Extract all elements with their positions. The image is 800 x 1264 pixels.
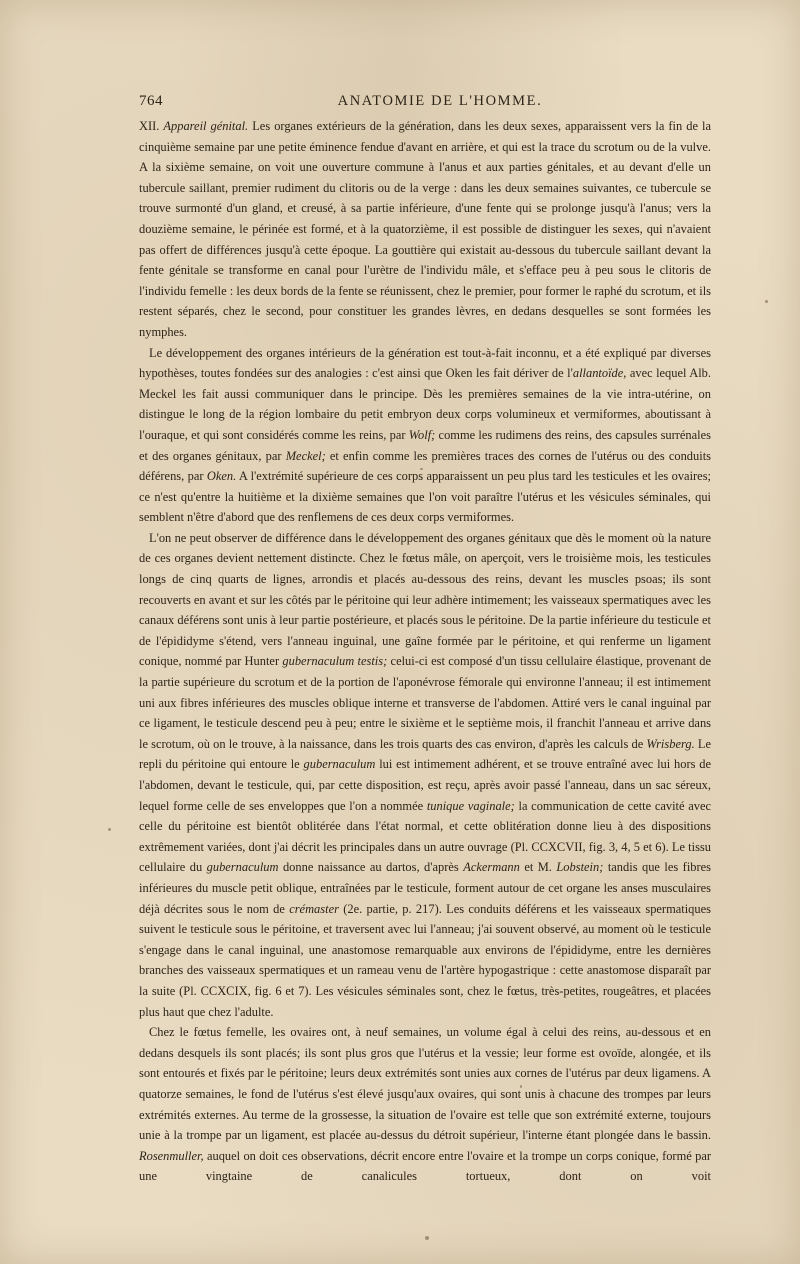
text-run: Les organes extérieurs de la génération, dans les deux sexes, apparaissent vers la fin de la cinquième semaine par une petite éminence fendue d'avant en arrière, et qui est la trace du scrotum ou de la vulve. A la sixième semaine, on voit une ouverture commune à l'anus et aux parties génitales, et au devant d'elle un tubercule saillant, premier rudiment du clitoris ou de la verge : dans les deux semaines suivantes, ce tubercule se trouve surmonté d'un gland, et creusé, à sa partie inférieure, d'une fente qui se prolonge jusqu'à l'anus; vers la douzième semaine, le périnée est formé, et à la quatorzième, il est possible de distinguer les sexes, qui n'avaient pas offert de différences jusqu'à cette époque. La gouttière qui existait au-dessous du tubercule saillant devant la fente génitale se transforme en canal pour l'urètre de l'individu mâle, et s'efface peu à peu sous le clitoris de l'individu femelle : les deux bords de la fente se réunissent, chez le premier, pour former le raphé du scrotum, et ils restent séparés, chez le second, pour constituer les grandes lèvres, en dedans desquelles se sont formées les nymphes. (139, 119, 711, 339)
italic-text: allantoïde (572, 366, 624, 381)
text-run: celui-ci est composé d'un tissu cellulaire élastique, provenant de la partie supérieure du scrotum et de la portion de l'aponévrose fémorale qui environne l'anneau; il est intimement uni aux fibres inférieures des muscles oblique interne et transverse de l'abdomen. Attiré vers le canal inguinal par ce ligament, le testicule descend peu à peu; entre le sixième et le septième mois, il franchit l'anneau et arrive dans le scrotum, où on le trouve, à la naissance, dans les trois quarts des cas environ, d'après les calculs de (139, 654, 711, 751)
italic-text: Ackermann (463, 860, 520, 875)
paper-speck (108, 828, 111, 831)
paragraph (139, 528, 711, 1022)
paper-speck (420, 468, 423, 470)
italic-text: Rosenmuller, (139, 1148, 204, 1163)
italic-text: Wrisberg. (646, 736, 695, 751)
text-run: Chez le fœtus femelle, les ovaires ont, à neuf semaines, un volume égal à celui des reins, au-dessous et en dedans desquels ils sont placés; ils sont plus gros que l'utérus et la vessie; leur forme est ovoïde, alongée, et ils sont entourés et fixés par le péritoine; leurs deux extrémités sont unies aux cornes de l'utérus par deux ligamens. A quatorze semaines, le fond de l'utérus s'est élevé jusqu'aux ovaires, qui sont unis à chacune des trompes par leurs extrémités externes. Au terme de la grossesse, la situation de l'ovaire est telle que son extrémité externe, toujours unie à la trompe par un ligament, est placée au-dessus du détroit supérieur, l'interne étant plongée dans le bassin. (139, 1025, 711, 1143)
italic-text: Lobstein; (556, 860, 604, 875)
body-text (139, 116, 711, 1187)
text-run: la communication de cette cavité avec celle du péritoine est bientôt oblitérée dans l'état normal, et cette oblitération donne lieu à des dispositions extrêmement variées, dont j'ai décrit les principales dans un autre ouvrage (Pl. CCXCVII, fig. 3, 4, 5 et 6). Le tissu cellulaire du (139, 798, 712, 875)
text-run: , avec lequel Alb. Meckel les fait aussi communiquer dans le principe. Dès les premières semaines de la vie intra-utérine, on distingue le long de la région lombaire du petit embryon deux corps volumineux et vermiformes, aboutissant à l'ouraque, et qui sont considérés comme les reins, par (139, 366, 712, 442)
text-run: A l'extrémité supérieure de ces corps apparaissent un peu plus tard les testicules et les ovaires; ce n'est qu'entre la huitième et la dixième semaines que l'on voit paraître l'utérus et les vésicules séminales, qui semblent n'être d'abord que des renflemens de ces deux corps vermiformes. (139, 469, 711, 525)
text-run: Le développement des organes intérieurs de la génération est tout-à-fait inconnu, et a été expliqué par diverses hypothèses, toutes fondées sur des analogies : c'est ainsi que Oken les fait dériver de l' (139, 345, 711, 381)
paragraph (139, 1022, 711, 1187)
text-run: Le repli du péritoine qui entoure le (139, 736, 711, 772)
text-run: donne naissance au dartos, d'après (278, 860, 464, 875)
paper-speck (425, 1236, 429, 1240)
text-run: tandis que les fibres inférieures du muscle petit oblique, entraînées par le testicule, forment autour de cet organe les anses musculaires déjà décrites sous le nom de (139, 860, 711, 916)
paper-speck (765, 300, 768, 303)
running-title: ANATOMIE DE L'HOMME. (337, 93, 543, 109)
italic-text: Wolf; (408, 427, 436, 442)
italic-text: gubernaculum (303, 757, 376, 772)
italic-text: Meckel; (285, 448, 326, 463)
text-run: auquel on doit ces observations, décrit encore entre l'ovaire et la trompe un corps conique, formé par une vingtaine de canalicules tortueux, dont on voit (139, 1148, 711, 1184)
paragraph (139, 116, 711, 343)
paper-speck (520, 1085, 522, 1088)
paragraph (139, 343, 711, 528)
text-run: et enfin comme les premières traces des cornes de l'utérus ou des conduits déférens, par (139, 448, 711, 484)
italic-text: tunique vaginale; (426, 798, 515, 813)
text-run: XII. (139, 119, 164, 133)
italic-text: Appareil génital. (163, 119, 249, 133)
text-run: lui est intimement adhérent, et se trouve entraîné avec lui hors de l'abdomen, devant le testicule, qui, par cette disposition, est reçu, après avoir passé l'anneau, dans un sac séreux, lequel forme celle de ses enveloppes que l'on a nommée (139, 757, 711, 813)
page-header (139, 93, 711, 113)
italic-text: crémaster (289, 901, 339, 916)
text-run: comme les rudimens des reins, des capsules surrénales et des organes génitaux, par (139, 427, 711, 463)
text-run: (2e. partie, p. 217). Les conduits déférens et les vaisseaux spermatiques suivent le testicule sous le péritoine, et traversent avec lui l'anneau; j'ai souvent observé, au moment où le testicule s'engage dans le canal inguinal, une anastomose remarquable aux environs de l'épididyme, entre les dernières branches des vaisseaux spermatiques et un rameau venu de l'artère hypogastrique : cette anastomose disparaît par la suite (Pl. CCXCIX, fig. 6 et 7). Les vésicules séminales sont, chez le fœtus, très-petites, rougeâtres, et placées plus haut que chez l'adulte. (139, 901, 711, 1019)
italic-text: Oken. (206, 469, 237, 484)
italic-text: gubernaculum (206, 860, 279, 875)
page-number: 764 (139, 93, 163, 109)
text-run: L'on ne peut observer de différence dans le développement des organes génitaux que dès le moment où la nature de ces organes devient nettement distincte. Chez le fœtus mâle, on aperçoit, vers le troisième mois, les testicules longs de cinq quarts de lignes, arrondis et placés au-dessous des reins, devant les muscles psoas; ils sont recouverts en avant et sur les côtés par le péritoine qui leur adhère intimement; les vaisseaux spermatiques avec les canaux déférens sont unis à leur partie postérieure, et placés sous le péritoine. De la partie inférieure du testicule et de l'épididyme s'étend, vers l'anneau inguinal, une gaîne formée par le péritoine, et qui renferme un ligament conique, nommé par Hunter (139, 530, 711, 669)
text-run: et M. (519, 860, 557, 875)
italic-text: gubernaculum testis; (282, 654, 388, 669)
